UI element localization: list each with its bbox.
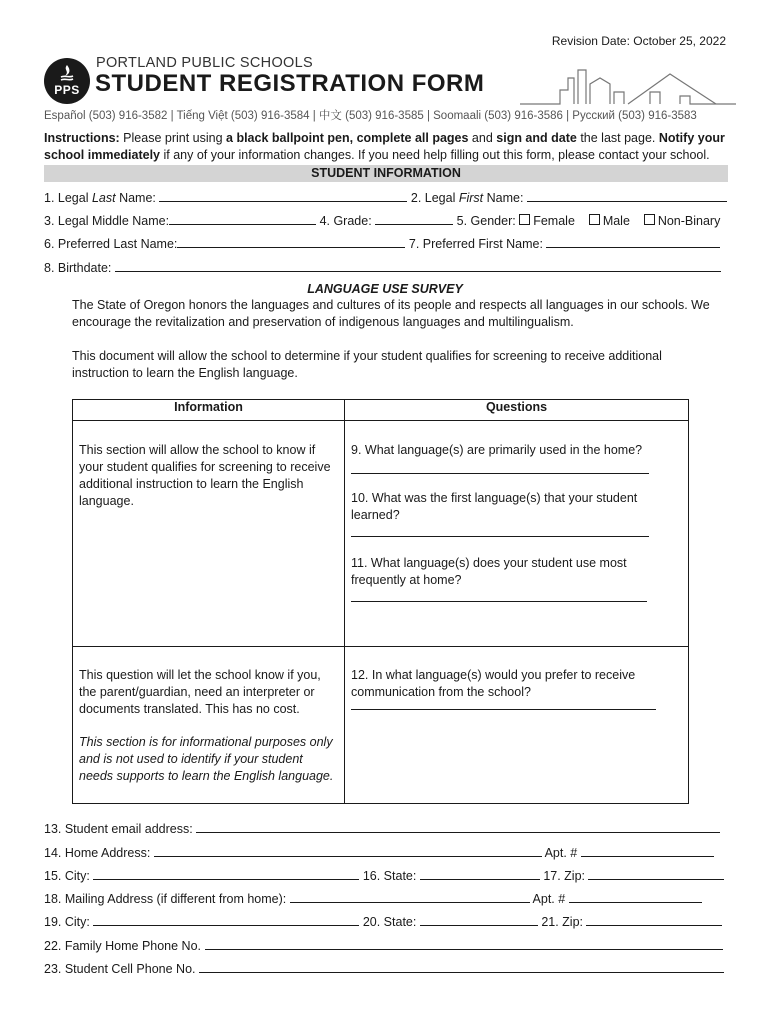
gender-male-checkbox[interactable]	[589, 214, 600, 225]
mailing-address-field[interactable]	[290, 890, 530, 903]
question-11: 11. What language(s) does your student use most frequently at home?	[351, 556, 627, 587]
field-label: 8. Birthdate:	[44, 261, 112, 275]
field-label: Apt. #	[544, 846, 578, 860]
city-field[interactable]	[93, 867, 359, 880]
row-email	[44, 820, 720, 836]
questions-cell	[345, 421, 689, 647]
checkbox-label: Non-Binary	[657, 214, 721, 228]
field-label: Name:	[483, 191, 524, 205]
state-field[interactable]	[420, 867, 540, 880]
field-label: 4. Grade:	[319, 214, 372, 228]
row-cell-phone	[44, 960, 724, 976]
row-city-state-zip	[44, 867, 724, 883]
row-legal-names	[44, 189, 727, 205]
family-home-phone-field[interactable]	[205, 937, 723, 950]
student-email-field[interactable]	[196, 820, 720, 833]
field-label: Name:	[115, 191, 156, 205]
instructions-label: Instructions:	[44, 131, 120, 145]
info-text: This question will let the school know if you, the parent/guardian, need an interpreter or documents translated. This has no cost.	[79, 668, 321, 716]
pps-logo	[44, 58, 90, 104]
zip-field[interactable]	[588, 867, 724, 880]
column-header-questions: Questions	[345, 400, 689, 421]
home-apt-field[interactable]	[581, 844, 714, 857]
answer-11-field[interactable]	[351, 601, 647, 602]
instructions-bold: a black ballpoint pen, complete all pages	[226, 131, 469, 145]
language-survey-table	[72, 399, 689, 804]
legal-last-name-field[interactable]	[159, 189, 407, 202]
field-label: 21. Zip:	[541, 915, 583, 929]
field-label: 13. Student email address:	[44, 822, 193, 836]
field-label: 3. Legal Middle Name:	[44, 214, 170, 228]
row-preferred-names	[44, 235, 720, 251]
field-label: 17. Zip:	[543, 869, 585, 883]
question-12: 12. In what language(s) would you prefer to receive communication from the school?	[351, 668, 636, 699]
survey-purpose: This document will allow the school to determine if your student qualifies for screening to receive additional instruction to learn the English language.	[72, 349, 662, 380]
field-label: 22. Family Home Phone No.	[44, 939, 202, 953]
field-label: 7. Preferred First Name:	[408, 237, 543, 251]
field-label: 23. Student Cell Phone No.	[44, 962, 196, 976]
question-10: 10. What was the first language(s) that your student learned?	[351, 491, 638, 522]
birthdate-field[interactable]	[115, 259, 721, 272]
field-label: 20. State:	[362, 915, 417, 929]
gender-female-checkbox[interactable]	[519, 214, 530, 225]
instructions-text: the last page.	[576, 131, 659, 145]
info-text: This section will allow the school to know if your student qualifies for screening to receive additional instruction to learn the English language.	[79, 443, 331, 508]
field-label: 15. City:	[44, 869, 90, 883]
questions-cell	[345, 647, 689, 804]
field-label: 6. Preferred Last Name:	[44, 237, 178, 251]
survey-intro: The State of Oregon honors the languages and cultures of its people and respects all languages in our schools. We encourage the revitalization and preservation of indigenous languages and multilingualism.	[72, 298, 710, 329]
field-label: 16. State:	[362, 869, 417, 883]
checkbox-label: Male	[602, 214, 630, 228]
mailing-apt-field[interactable]	[569, 890, 702, 903]
flame-icon	[57, 64, 77, 84]
field-label: 5. Gender:	[456, 214, 516, 228]
field-label: 19. City:	[44, 915, 90, 929]
mailing-city-field[interactable]	[93, 913, 359, 926]
field-label: Apt. #	[532, 892, 566, 906]
language-phone-lines: Español (503) 916-3582 | Tiếng Việt (503) 916-3584 | 中文 (503) 916-3585 | Soomaali (503) 916-3586 | Русский (503) 916-3583	[44, 110, 697, 122]
legal-first-name-field[interactable]	[527, 189, 727, 202]
organization-name: PORTLAND PUBLIC SCHOOLS	[96, 55, 313, 71]
preferred-last-name-field[interactable]	[177, 235, 405, 248]
legal-middle-name-field[interactable]	[169, 212, 316, 225]
question-9: 9. What language(s) are primarily used in the home?	[351, 443, 643, 457]
checkbox-label: Female	[533, 214, 575, 228]
preferred-first-name-field[interactable]	[546, 235, 720, 248]
instructions-bold: Notify your school immediately	[44, 131, 725, 162]
logo-text: PPS	[54, 83, 80, 97]
answer-12-field[interactable]	[351, 709, 656, 710]
mailing-zip-field[interactable]	[586, 913, 722, 926]
mailing-state-field[interactable]	[420, 913, 538, 926]
row-mailing-city-state-zip	[44, 913, 722, 929]
student-cell-phone-field[interactable]	[199, 960, 724, 973]
row-birthdate	[44, 259, 721, 275]
answer-9-field[interactable]	[351, 473, 649, 474]
language-survey-heading: LANGUAGE USE SURVEY	[307, 282, 463, 296]
info-note: This section is for informational purposes only and is not used to identify if your student needs supports to learn the English language.	[79, 735, 334, 783]
field-label: Last	[91, 191, 116, 205]
row-middle-grade-gender	[44, 212, 720, 228]
home-address-field[interactable]	[154, 844, 542, 857]
grade-field[interactable]	[375, 212, 453, 225]
info-cell	[73, 421, 345, 647]
field-label: 18. Mailing Address (if different from home):	[44, 892, 287, 906]
field-label: First	[458, 191, 484, 205]
row-home-address	[44, 844, 714, 860]
field-label: 14. Home Address:	[44, 846, 151, 860]
student-information-heading: STUDENT INFORMATION	[44, 165, 728, 182]
skyline-graphic	[520, 64, 736, 108]
answer-10-field[interactable]	[351, 536, 649, 537]
row-mailing-address	[44, 890, 702, 906]
instructions-text: if any of your information changes. If you need help filling out this form, please contact your school.	[160, 148, 710, 162]
instructions-text: Please print using	[119, 131, 227, 145]
info-cell	[73, 647, 345, 804]
row-home-phone	[44, 937, 723, 953]
instructions-text: and	[468, 131, 497, 145]
field-label: 2. Legal	[410, 191, 459, 205]
gender-nonbinary-checkbox[interactable]	[644, 214, 655, 225]
field-label: 1. Legal	[44, 191, 92, 205]
instructions	[44, 130, 734, 164]
column-header-information: Information	[73, 400, 345, 421]
revision-date: Revision Date: October 25, 2022	[551, 34, 726, 48]
instructions-bold: sign and date	[496, 131, 577, 145]
form-title: STUDENT REGISTRATION FORM	[95, 70, 485, 97]
